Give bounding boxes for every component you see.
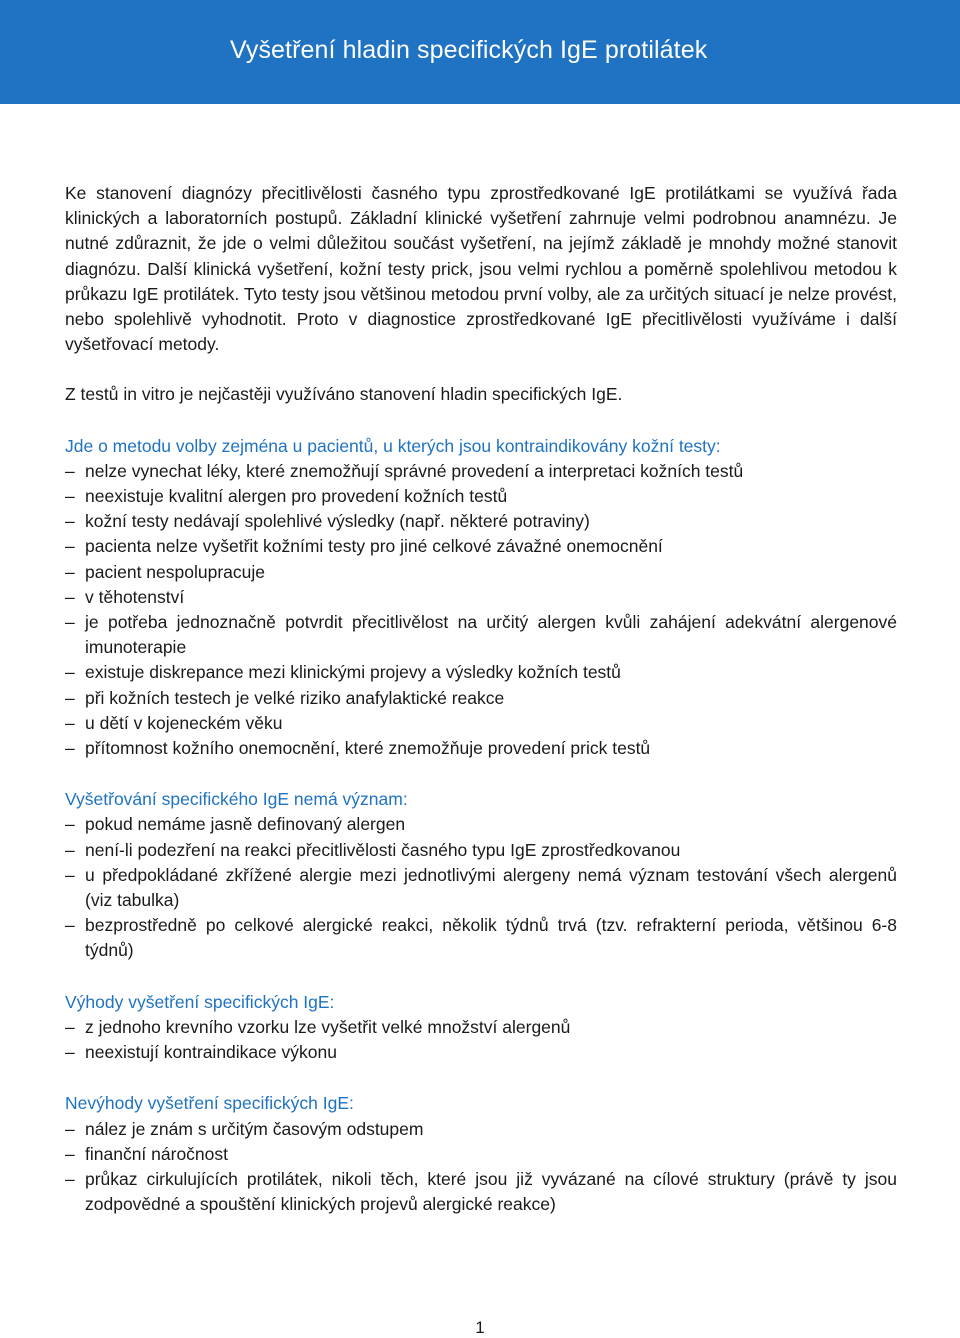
list-item: – u předpokládané zkřížené alergie mezi jednotlivými alergeny nemá význam testování všech alergenů (viz tabulka) [65,863,897,913]
section-no-significance [65,787,897,963]
list-item: – finanční náročnost [65,1142,897,1167]
list-item: – v těhotenství [65,585,897,610]
document-body [65,181,897,1243]
advantages-list [65,1015,897,1065]
section-title: Vyšetřování specifického IgE nemá význam: [65,789,408,810]
list-item: – pacienta nelze vyšetřit kožními testy pro jiné celkové závažné onemocnění [65,534,897,559]
section-title: Jde o metodu volby zejména u pacientů, u kterých jsou kontraindikovány kožní testy: [65,435,721,456]
list-item: – nález je znám s určitým časovým odstupem [65,1117,897,1142]
page-number: 1 [475,1318,485,1337]
indications-list [65,459,897,761]
header-bar [0,0,960,104]
list-item: – při kožních testech je velké riziko anafylaktické reakce [65,686,897,711]
list-item: – bezprostředně po celkové alergické reakci, několik týdnů trvá (tzv. refrakterní perioda, většinou 6-8 týdnů) [65,913,897,963]
list-item: – kožní testy nedávají spolehlivé výsledky (např. některé potraviny) [65,509,897,534]
list-item: – nelze vynechat léky, které znemožňují správné provedení a interpretaci kožních testů [65,459,897,484]
list-item: – průkaz cirkulujících protilátek, nikoli těch, které jsou již vyvázané na cílové struktury (právě ty jsou zodpovědné a spouštění klinických projevů alergické reakce) [65,1167,897,1217]
section-title: Výhody vyšetření specifických IgE: [65,991,335,1012]
no-significance-list [65,812,897,963]
list-item: – z jednoho krevního vzorku lze vyšetřit velké množství alergenů [65,1015,897,1040]
section-disadvantages [65,1091,897,1217]
section-title: Nevýhody vyšetření specifických IgE: [65,1093,354,1114]
disadvantages-list [65,1117,897,1218]
list-item: – pokud nemáme jasně definovaný alergen [65,812,897,837]
list-item: – existuje diskrepance mezi klinickými projevy a výsledky kožních testů [65,660,897,685]
list-item: – neexistují kontraindikace výkonu [65,1040,897,1065]
list-item: – neexistuje kvalitní alergen pro provedení kožních testů [65,484,897,509]
intro-paragraph: Ke stanovení diagnózy přecitlivělosti časného typu zprostředkované IgE protilátkami se využívá řada klinických a laboratorních postupů. Základní klinické vyšetření zahrnuje velmi podrobnou anamnézu. Je nutné zdůraznit, že jde o velmi důležitou součást vyšetření, na jejímž základě je mnohdy možné stanovit diagnózu. Další klinická vyšetření, kožní testy prick, jsou velmi rychlou a poměrně spolehlivou metodou k průkazu IgE protilátek. Tyto testy jsou většinou metodou první volby, ale za určitých situací je nelze provést, nebo spolehlivě vyhodnotit. Proto v diagnostice zprostředkované IgE přecitlivělosti využíváme i další vyšetřovací metody. [65,183,897,355]
invitro-paragraph: Z testů in vitro je nejčastěji využíváno stanovení hladin specifických IgE. [65,384,623,405]
section-indications [65,434,897,762]
list-item: – není-li podezření na reakci přecitlivělosti časného typu IgE zprostředkovanou [65,838,897,863]
list-item: – je potřeba jednoznačně potvrdit přecitlivělost na určitý alergen kvůli zahájení adekvátní alergenové imunoterapie [65,610,897,660]
page-title: Vyšetření hladin specifických IgE protilátek [230,36,708,64]
list-item: – u dětí v kojeneckém věku [65,711,897,736]
list-item: – pacient nespolupracuje [65,560,897,585]
section-advantages [65,990,897,1066]
list-item: – přítomnost kožního onemocnění, které znemožňuje provedení prick testů [65,736,897,761]
